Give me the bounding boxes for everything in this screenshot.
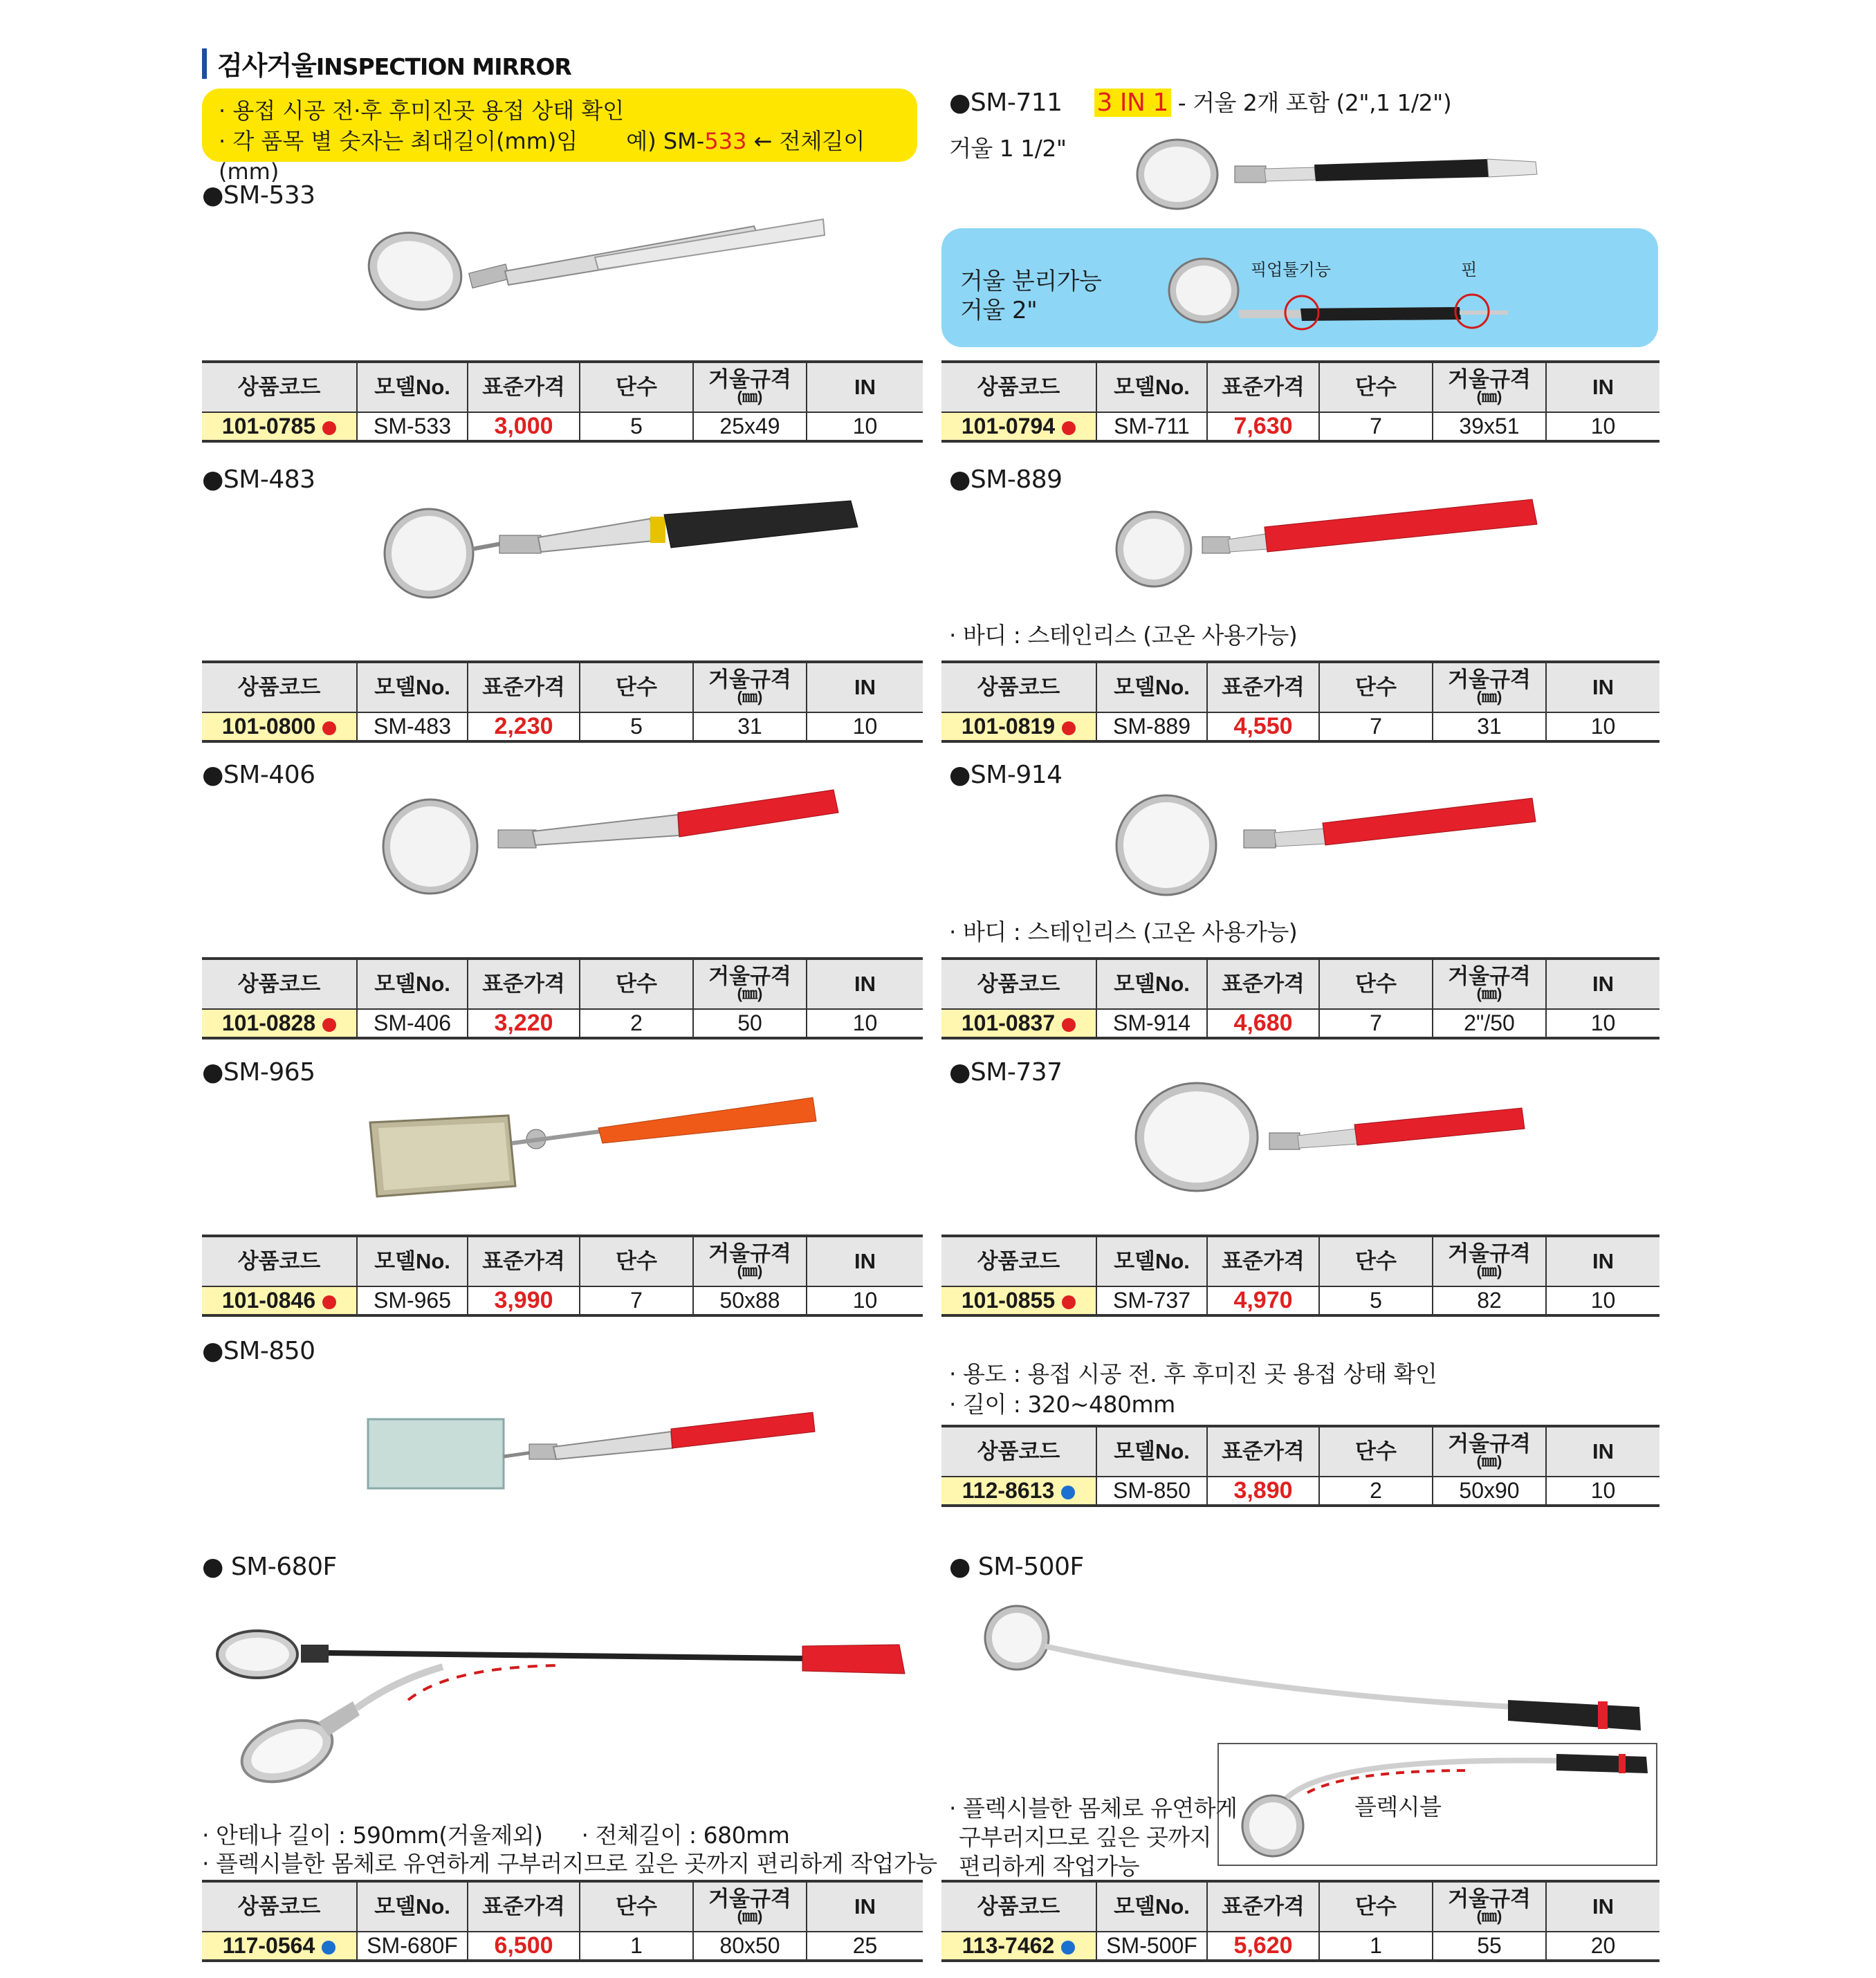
header-stages: 단수 [1319,1426,1433,1477]
model-no: SM-737 [1096,1286,1207,1315]
mirror-size: 55 [1433,1932,1546,1961]
price: 3,890 [1207,1477,1319,1506]
page-title: 검사거울INSPECTION MIRROR [217,50,571,81]
inner-qty: 10 [1546,1009,1659,1038]
header-model: 모델No. [357,362,468,412]
banner-line-2: 거울 2" [960,297,1038,324]
product-label-sm500f: ● SM-500F [949,1553,1084,1581]
header-code: 상품코드 [941,1426,1096,1477]
header-mirror: 거울규격 (㎜) [1433,1426,1546,1477]
header-code: 상품코드 [941,959,1096,1009]
pickup-label: 픽업툴기능 [1251,260,1331,279]
status-dot-icon [322,421,336,435]
stages: 7 [1319,712,1433,741]
header-stages: 단수 [1319,1881,1433,1932]
inner-qty: 20 [1546,1932,1659,1961]
spec-table-sm533 [202,360,923,443]
product-code: 101-0846 [202,1286,357,1315]
header-stages: 단수 [1319,1236,1433,1286]
mirror-size: 50 [693,1009,807,1038]
header-in: IN [807,662,923,712]
note-sm500f-line3: 편리하게 작업가능 [959,1853,1140,1880]
spec-table-sm483 [202,660,923,743]
mirror-size: 50x90 [1433,1477,1546,1506]
notice-line-2: · 각 품목 별 숫자는 최대길이(mm)임 예) SM-533 ← 전체길이(mm) [219,128,865,185]
inner-qty: 10 [1546,1477,1659,1506]
spec-table-sm965 [202,1235,923,1317]
spec-table-sm406 [202,957,923,1039]
header-stages: 단수 [580,1881,693,1932]
spec-table-sm711 [941,360,1659,443]
flexible-label: 플렉시블 [1354,1793,1442,1820]
header-price: 표준가격 [468,1236,580,1286]
product-label-sm406: ●SM-406 [202,761,315,789]
header-in: IN [807,362,923,412]
header-model: 모델No. [357,662,468,712]
model-no: SM-965 [357,1286,468,1315]
mirror-size: 31 [1433,712,1546,741]
inner-qty: 25 [807,1932,923,1961]
inner-qty: 10 [1546,1286,1659,1315]
note-sm680f-line1: · 안테나 길이 : 590mm(거울제외) · 전체길이 : 680mm [202,1822,790,1849]
status-dot-icon [1062,1295,1076,1309]
header-mirror: 거울규격 (㎜) [693,959,807,1009]
header-price: 표준가격 [468,662,580,712]
header-mirror: 거울규격 (㎜) [693,1881,807,1932]
model-no: SM-889 [1096,712,1207,741]
header-code: 상품코드 [202,1236,357,1286]
note-sm850-line2: · 길이 : 320~480mm [949,1391,1175,1418]
price: 2,230 [468,712,580,741]
header-mirror: 거울규격 (㎜) [1433,362,1546,412]
status-dot-icon [322,1018,336,1032]
header-code: 상품코드 [202,959,357,1009]
note-sm500f-line1: · 플렉시블한 몸체로 유연하게 [949,1795,1238,1822]
header-mirror: 거울규격 (㎜) [1433,1236,1546,1286]
header-stages: 단수 [1319,362,1433,412]
status-dot-icon [322,1295,336,1309]
status-dot-icon [1061,1941,1075,1954]
product-code: 101-0785 [202,412,357,441]
telescoping-mirror-image [380,499,865,596]
header-price: 표준가격 [1207,362,1319,412]
inner-qty: 10 [807,1286,923,1315]
three-in-one-mirror-image [1134,131,1549,214]
header-mirror: 거울규격 (㎜) [1433,1881,1546,1932]
header-in: IN [807,1236,923,1286]
product-code: 101-0800 [202,712,357,741]
header-code: 상품코드 [941,1881,1096,1932]
status-dot-icon [1061,1486,1075,1499]
stages: 5 [580,712,693,741]
header-stages: 단수 [580,959,693,1009]
header-model: 모델No. [357,1881,468,1932]
header-stages: 단수 [580,362,693,412]
header-code: 상품코드 [941,1236,1096,1286]
product-code: 101-0855 [941,1286,1096,1315]
rectangular-mirror-image [367,1404,823,1494]
product-code: 112-8613 [941,1477,1096,1506]
telescoping-mirror-image [1114,788,1543,892]
header-model: 모델No. [1096,362,1207,412]
stages: 1 [1319,1932,1433,1961]
model-no: SM-850 [1096,1477,1207,1506]
note-sm850-line1: · 용도 : 용접 시공 전. 후 후미진 곳 용접 상태 확인 [949,1360,1437,1387]
status-dot-icon [322,721,336,735]
header-stages: 단수 [580,662,693,712]
header-in: IN [1546,1881,1659,1932]
header-price: 표준가격 [1207,1426,1319,1477]
model-no: SM-500F [1096,1932,1207,1961]
model-no: SM-914 [1096,1009,1207,1038]
price: 4,970 [1207,1286,1319,1315]
mirror-size: 25x49 [693,412,807,441]
product-label-sm850: ●SM-850 [202,1337,315,1365]
mirror-size: 80x50 [693,1932,807,1961]
header-stages: 단수 [1319,662,1433,712]
mirror-size: 82 [1433,1286,1546,1315]
header-model: 모델No. [1096,662,1207,712]
header-code: 상품코드 [941,362,1096,412]
header-model: 모델No. [1096,1426,1207,1477]
flexible-bend-image [1231,1750,1653,1860]
spec-table-sm850 [941,1425,1659,1507]
header-price: 표준가격 [468,1881,580,1932]
price: 3,220 [468,1009,580,1038]
header-mirror: 거울규격 (㎜) [1433,662,1546,712]
price: 6,500 [468,1932,580,1961]
stages: 5 [580,412,693,441]
telescoping-mirror-image [380,788,851,892]
product-label-sm965: ●SM-965 [202,1058,315,1087]
product-code: 117-0564 [202,1932,357,1961]
spec-table-sm914 [941,957,1659,1039]
stages: 7 [1319,412,1433,441]
spec-table-sm889 [941,660,1659,743]
header-code: 상품코드 [202,1881,357,1932]
pin-label: 핀 [1461,260,1478,279]
header-price: 표준가격 [1207,662,1319,712]
notice-line-1: · 용접 시공 전·후 후미진곳 용접 상태 확인 [219,98,625,124]
mirror-size: 39x51 [1433,412,1546,441]
price: 4,550 [1207,712,1319,741]
header-price: 표준가격 [468,959,580,1009]
header-model: 모델No. [1096,959,1207,1009]
header-mirror: 거울규격 (㎜) [693,662,807,712]
flexible-mirror-image [214,1618,906,1784]
model-no: SM-680F [357,1932,468,1961]
notice-box [202,89,917,185]
inner-qty: 10 [807,712,923,741]
header-mirror: 거울규격 (㎜) [1433,959,1546,1009]
header-mirror: 거울규격 (㎜) [693,1236,807,1286]
status-dot-icon [1062,1018,1076,1032]
telescoping-mirror-image [1134,1079,1536,1196]
stages: 7 [1319,1009,1433,1038]
header-code: 상품코드 [202,362,357,412]
header-in: IN [1546,1426,1659,1477]
header-code: 상품코드 [941,662,1096,712]
note-sm680f-line2: · 플렉시블한 몸체로 유연하게 구부러지므로 깊은 곳까지 편리하게 작업가능 [202,1850,937,1877]
inner-qty: 10 [807,1009,923,1038]
product-code: 101-0828 [202,1009,357,1038]
detachable-mirror-image [1162,249,1591,339]
price: 4,680 [1207,1009,1319,1038]
rectangular-mirror-image [370,1096,820,1207]
header-in: IN [807,1881,923,1932]
spec-table-sm500f [941,1880,1659,1962]
price: 7,630 [1207,412,1319,441]
price: 3,990 [468,1286,580,1315]
inner-qty: 10 [1546,712,1659,741]
stages: 5 [1319,1286,1433,1315]
title-accent-bar [202,48,207,79]
spec-table-sm680f [202,1880,923,1962]
model-no: SM-483 [357,712,468,741]
status-dot-icon [1062,421,1076,435]
status-dot-icon [322,1941,335,1954]
header-price: 표준가격 [1207,1236,1319,1286]
telescoping-mirror-image [1114,497,1543,586]
header-model: 모델No. [357,959,468,1009]
product-code: 101-0819 [941,712,1096,741]
product-label-sm680f: ● SM-680F [202,1553,337,1581]
price: 5,620 [1207,1932,1319,1961]
product-label-sm533: ●SM-533 [202,181,315,210]
stages: 7 [580,1286,693,1315]
mirror-size: 31 [693,712,807,741]
header-in: IN [1546,362,1659,412]
price: 3,000 [468,412,580,441]
note-sm500f-line2: 구부러지므로 깊은 곳까지 [959,1824,1212,1851]
product-code: 101-0837 [941,1009,1096,1038]
product-code: 113-7462 [941,1932,1096,1961]
model-no: SM-406 [357,1009,468,1038]
header-in: IN [1546,662,1659,712]
model-no: SM-711 [1096,412,1207,441]
stages: 1 [580,1932,693,1961]
header-price: 표준가격 [468,362,580,412]
banner-line-1: 거울 분리가능 [960,268,1102,295]
header-model: 모델No. [357,1236,468,1286]
header-model: 모델No. [1096,1236,1207,1286]
spec-table-sm737 [941,1235,1659,1317]
header-price: 표준가격 [1207,1881,1319,1932]
product-label-sm914: ●SM-914 [949,761,1063,789]
product-label-sm711: ●SM-711 3 IN 1 - 거울 2개 포함 (2",1 1/2") [949,89,1452,117]
note-sm889: · 바디 : 스테인리스 (고온 사용가능) [949,622,1298,649]
stages: 2 [1319,1477,1433,1506]
flexible-mirror-image [975,1603,1660,1741]
header-model: 모델No. [1096,1881,1207,1932]
status-dot-icon [1062,721,1076,735]
product-label-sm889: ●SM-889 [949,465,1063,494]
model-no: SM-533 [357,412,468,441]
product-label-sm483: ●SM-483 [202,465,315,494]
header-price: 표준가격 [1207,959,1319,1009]
header-mirror: 거울규격 (㎜) [693,362,807,412]
mirror-size: 2"/50 [1433,1009,1546,1038]
stages: 2 [580,1009,693,1038]
mirror-size: 50x88 [693,1286,807,1315]
header-in: IN [1546,959,1659,1009]
note-sm914: · 바디 : 스테인리스 (고온 사용가능) [949,918,1298,945]
product-code: 101-0794 [941,412,1096,441]
header-in: IN [1546,1236,1659,1286]
product-label-sm737: ●SM-737 [949,1058,1063,1087]
header-stages: 단수 [580,1236,693,1286]
inner-qty: 10 [1546,412,1659,441]
telescoping-mirror-image [367,216,830,313]
mirror-small-label: 거울 1 1/2" [949,135,1067,162]
header-code: 상품코드 [202,662,357,712]
header-in: IN [807,959,923,1009]
inner-qty: 10 [807,412,923,441]
three-in-one-badge: 3 IN 1 [1094,89,1171,117]
header-stages: 단수 [1319,959,1433,1009]
